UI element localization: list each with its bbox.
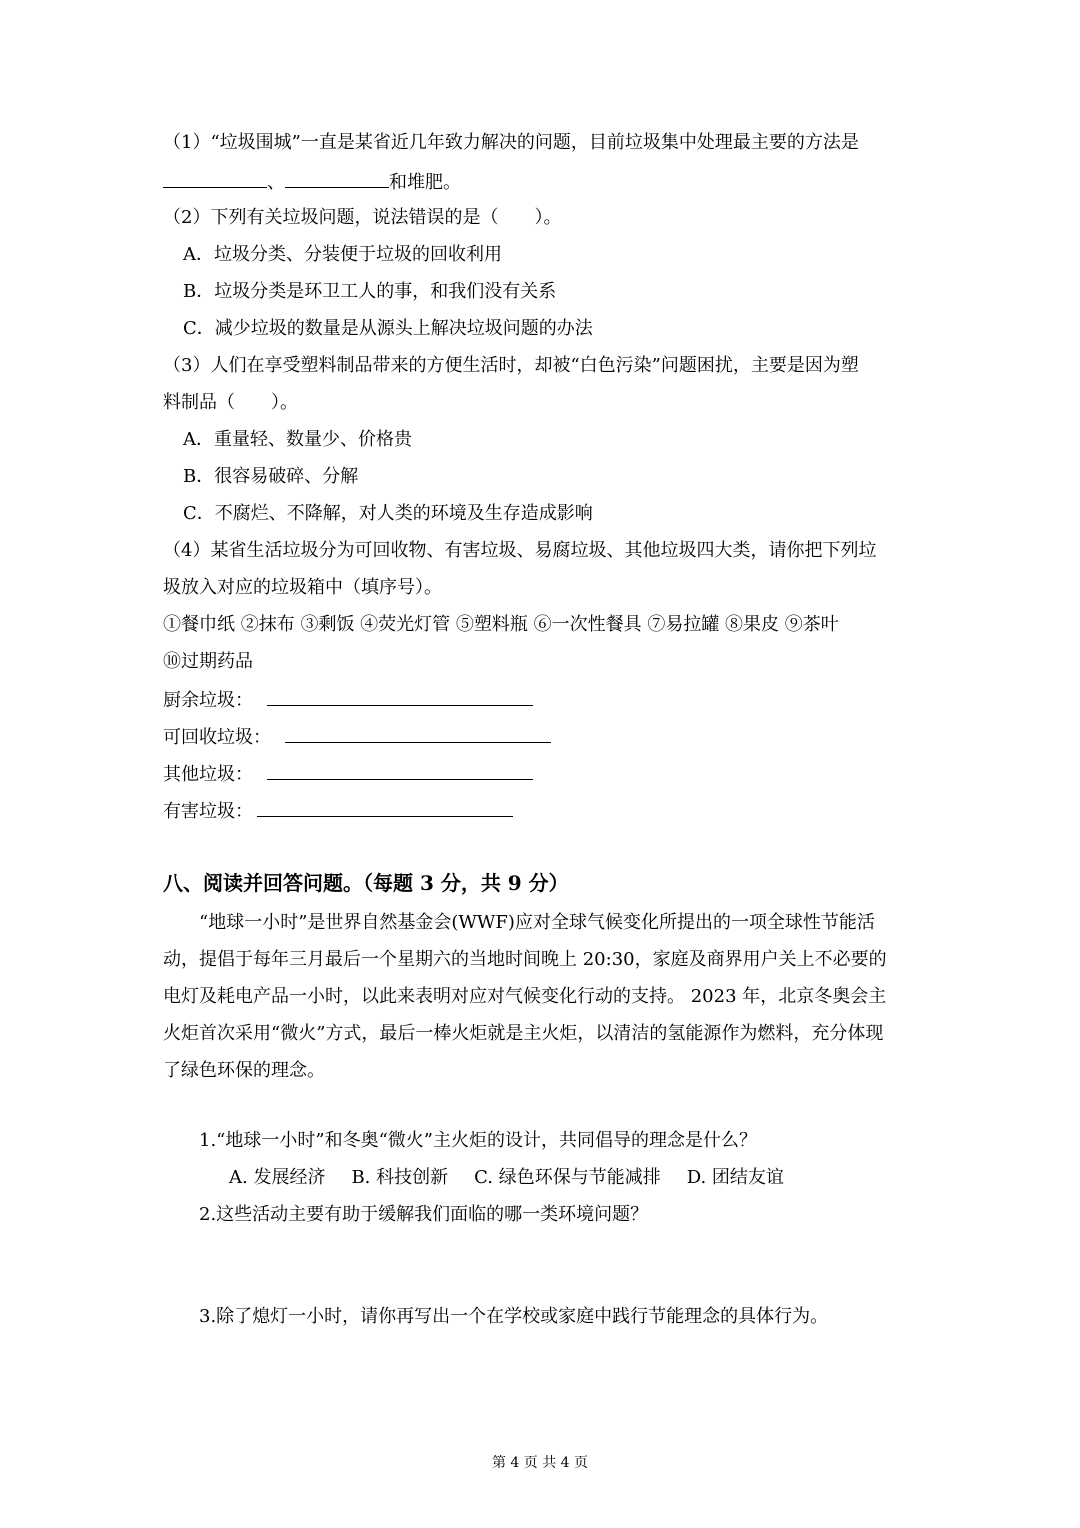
q3-stem-2: 料制品（ ）。 [163,392,298,413]
q4-stem-1: （4）某省生活垃圾分为可回收物、有害垃圾、易腐垃圾、其他垃圾四大类，请你把下列垃 [163,540,877,561]
q3-option-c: C．不腐烂、不降解，对人类的环境及生存造成影响 [183,503,593,524]
q1-separator: 、 [267,172,285,193]
q4-stem-2: 圾放入对应的垃圾箱中（填序号）。 [163,577,442,598]
q1-tail: 和堆肥。 [389,172,461,193]
reading-para-line-4: 火炬首次采用“微火”方式，最后一棒火炬就是主火炬，以清洁的氢能源作为燃料，充分体现 [163,1023,884,1044]
q1-blank-1[interactable] [163,169,267,188]
reading-q1-option-c[interactable]: C. 绿色环保与节能减排 [474,1167,661,1188]
reading-q1: 1.“地球一小时”和冬奥“微火”主火炬的设计，共同倡导的理念是什么？ [199,1130,757,1151]
bin-hazardous [163,798,513,824]
reading-para-line-1: “地球一小时”是世界自然基金会(WWF)应对全球气候变化所提出的一项全球性节能活 [199,912,875,933]
q3-option-b: B．很容易破碎、分解 [183,466,359,487]
bin-other-blank[interactable] [267,761,533,780]
bin-recyclable [163,724,551,750]
bin-hazardous-blank[interactable] [257,798,513,817]
q1-stem: （1）“垃圾围城”一直是某省近几年致力解决的问题，目前垃圾集中处理最主要的方法是 [163,132,859,153]
q4-items-2: ⑩过期药品 [163,651,253,672]
q2-stem: （2）下列有关垃圾问题，说法错误的是（ ）。 [163,207,562,228]
q4-items-1: ①餐巾纸 ②抹布 ③剩饭 ④荧光灯管 ⑤塑料瓶 ⑥一次性餐具 ⑦易拉罐 ⑧果皮 ⑨茶叶 [163,614,839,635]
q1-answer-line [163,169,461,195]
page-number: 第 4 页 共 4 页 [491,1455,589,1471]
bin-kitchen-blank[interactable] [267,687,533,706]
reading-q3: 3.除了熄灯一小时，请你再写出一个在学校或家庭中践行节能理念的具体行为。 [199,1306,829,1327]
bin-recyclable-label: 可回收垃圾： [163,727,271,748]
bin-kitchen [163,687,533,713]
section8-title: 八、阅读并回答问题。（每题 3 分，共 9 分） [163,871,569,895]
q3-stem-1: （3）人们在享受塑料制品带来的方便生活时，却被“白色污染”问题困扰，主要是因为塑 [163,355,859,376]
reading-q1-option-d[interactable]: D. 团结友谊 [686,1167,784,1188]
reading-para-line-2: 动，提倡于每年三月最后一个星期六的当地时间晚上 20:30，家庭及商界用户关上不必要的 [163,949,887,970]
q2-option-c: C．减少垃圾的数量是从源头上解决垃圾问题的办法 [183,318,593,339]
reading-q1-option-b[interactable]: B. 科技创新 [351,1167,449,1188]
q2-option-b: B．垃圾分类是环卫工人的事，和我们没有关系 [183,281,557,302]
reading-q2: 2.这些活动主要有助于缓解我们面临的哪一类环境问题？ [199,1204,649,1225]
reading-para-line-3: 电灯及耗电产品一小时，以此来表明对应对气候变化行动的支持。 2023 年，北京冬奥会主 [163,986,887,1007]
bin-other-label: 其他垃圾： [163,764,253,785]
reading-q1-options [229,1166,784,1190]
bin-recyclable-blank[interactable] [285,724,551,743]
reading-para-line-5: 了绿色环保的理念。 [163,1060,325,1081]
q1-blank-2[interactable] [285,169,389,188]
bin-other [163,761,533,787]
reading-q1-option-a[interactable]: A. 发展经济 [229,1167,326,1188]
q3-option-a: A．重量轻、数量少、价格贵 [183,429,412,450]
q2-option-a: A．垃圾分类、分装便于垃圾的回收利用 [183,244,502,265]
bin-hazardous-label: 有害垃圾： [163,801,253,822]
bin-kitchen-label: 厨余垃圾： [163,690,253,711]
